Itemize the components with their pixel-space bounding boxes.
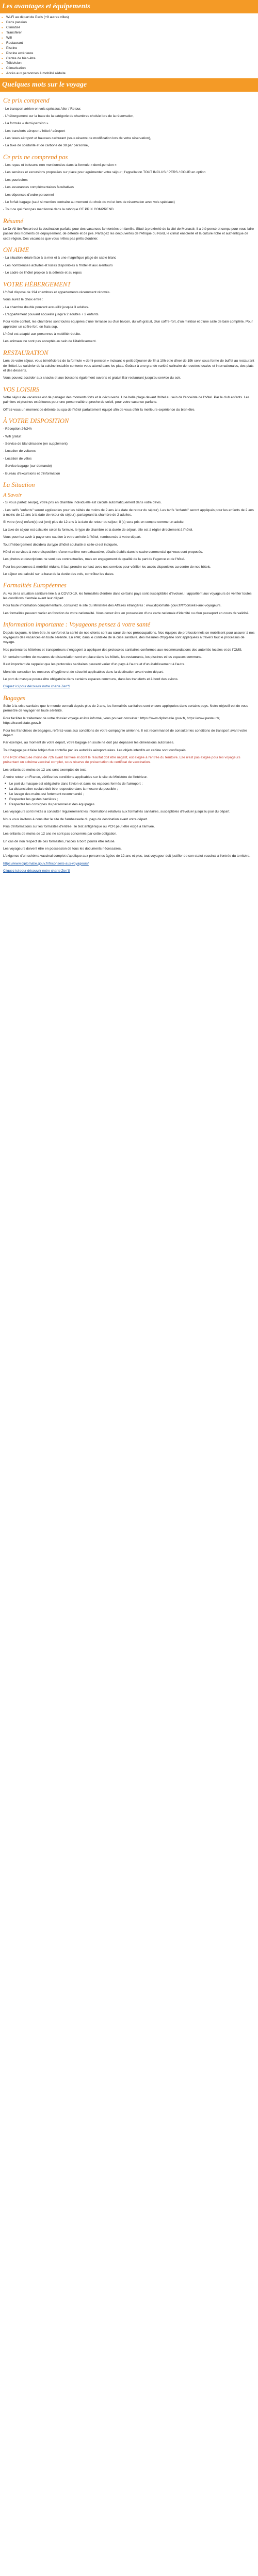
diplomatie-link[interactable]: https://www.diplomatie.gouv.fr/fr/conseils-aux-voyageurs/	[3, 861, 89, 866]
situation-section	[0, 481, 258, 577]
advantage-item: ▪ Climatisé	[1, 26, 258, 30]
on-aime-line: - La situation idéale face à la mer et à une magnifique plage de sable blanc	[3, 256, 117, 260]
bagages-line: Pour les franchises de bagages, référez-vous aux conditions de votre compagnie aérienne. Il est recommandé de consulter les conditions de transport avant votre départ.	[3, 728, 247, 737]
situation-line: - Les tarifs "enfants" seront applicables pour les bébés de moins de 2 ans à la date de retour du séjour). Les tarifs "enfants" seront appliqués pour les enfants de 2 ans à moins de 12 ans à la date de retour du séjour), partageant la chambre de 2 adultes.	[3, 508, 254, 517]
disposition-line: - Réception 24/24h	[3, 427, 32, 431]
advantage-item: ▪ Dans passion	[1, 21, 258, 25]
price-excludes-line: - Les repas et boissons non mentionnées dans la formule « demi-pension »	[3, 163, 117, 167]
advantages-banner: Les avantages et équipements	[0, 0, 258, 13]
advantage-item: ▪ Accès aux personnes à mobilité réduite	[1, 72, 258, 76]
price-includes-line: - Les taxes aéroport et hausses carburant (sous réserve de modification lors de votre réservation),	[3, 137, 151, 140]
advantage-item: ▪ Transférer	[1, 31, 258, 36]
summary-section	[0, 217, 258, 241]
hebergement-heading: VOTRE HÉBERGEMENT	[3, 280, 71, 288]
on-aime-heading: ON AIME	[3, 246, 29, 254]
charte-zens-link-bottom[interactable]: Cliquez ici pour découvrir notre charte Zen'S	[3, 869, 70, 873]
price-excludes-line: - Tout ce qui n'est pas mentionné dans la rubrique CE PRIX COMPREND	[3, 208, 114, 212]
disposition-line: - Bureau d'excursions et d'information	[3, 471, 60, 476]
price-includes-line: - Le transport aérien en vols spéciaux Aller / Retour,	[3, 107, 82, 111]
info-importante-heading: Information importante : Voyageons pensez à votre santé	[3, 621, 151, 629]
disposition-section	[0, 417, 258, 476]
info-importante-line: Depuis toujours, le bien-être, le confort et la santé de nos clients sont au cœur de nos préoccupations. Nos équipes de professionnels se mobilisent pour assurer à nos voyageurs des vacances en toute sérénité. En effet, dans le contexte de la crise sanitaire, des mesures d'hygiène sont appliquées à travers tout le processus de voyage.	[3, 631, 255, 645]
price-excludes-line: - Le forfait bagage (sauf si mention contraire au moment du choix du vol et lors de réservation avec vols spéciaux)	[3, 200, 175, 204]
situation-line: - Si vous partez seul(e), votre prix en chambre individuelle est calculé automatiquement dans votre devis.	[3, 501, 162, 505]
page	[0, 0, 258, 873]
bagages-rules-list	[4, 782, 255, 807]
bagages-extra-line: En cas de non respect de ces formalités, l'accès à bord pourra être refusé.	[3, 839, 116, 843]
bagages-heading: Bagages	[3, 694, 26, 702]
info-importante-line: Il est important de rappeler que les protocoles sanitaires peuvent varier d'un pays à l'autre et d'un établissement à l'autre.	[3, 663, 186, 667]
situation-line: Pour les personnes à mobilité réduite, il faut prendre contact avec nos services pour vérifier les accès disponibles au centre de nos hôtels.	[3, 565, 212, 569]
disposition-line: - Wifi gratuit	[3, 434, 22, 438]
price-includes-line: - L'hébergement sur la base de la catégorie de chambres choisie lors de la réservation,	[3, 114, 135, 118]
disposition-line: - Service de blanchisserie (en supplément)	[3, 442, 68, 446]
formalites-line: Les formalités peuvent varier en fonction de votre nationalité. Vous devez être en possession d'une carte nationale d'identité ou d'un passeport en cours de validité.	[3, 611, 249, 615]
disposition-heading: À VOTRE DISPOSITION	[3, 417, 69, 425]
advantage-item: ▪ Climatisation	[1, 66, 258, 71]
bagages-line: Les enfants de moins de 12 ans sont exemptés de test.	[3, 768, 87, 772]
situation-line: Tout l'hébergement décidera du type d'hôtel souhaité si celle-ci est indiquée.	[3, 543, 118, 547]
bagages-extra-line: L'exigence d'un schéma vaccinal complet s'applique aux personnes âgées de 12 ans et plus, tout voyageur doit justifier de son statut vaccinal à l'entrée du territoire.	[3, 854, 250, 858]
bagages-extra-line: Les enfants de moins de 12 ans ne sont pas concernés par cette obligation.	[3, 832, 118, 836]
info-importante-line: Nos partenaires hôteliers et transporteurs s'engagent à appliquer des protocoles sanitaires conformes aux recommandations des autorités locales et de l'OMS.	[3, 648, 243, 652]
price-excludes-section	[0, 154, 258, 212]
hebergement-line: L'hôtel dispose de 194 chambres et appartements récemment rénovés.	[3, 290, 110, 294]
hebergement-line: - L'appartement pouvant accueillir jusqu'à 2 adultes + 2 enfants.	[3, 312, 100, 316]
situation-line: Vous pourriez avoir à payer une caution à votre arrivée à l'hôtel, remboursée à votre départ.	[3, 535, 141, 539]
price-excludes-line: - Les dépenses d'ordre personnel	[3, 193, 54, 197]
bagages-extra-line: Nous vous invitons à consulter le site de l'ambassade du pays de destination avant votre départ.	[3, 817, 148, 821]
bagages-rule-item: • Le lavage des mains est fortement recommandé ;	[4, 792, 255, 797]
advantage-item: ▪ Restaurant	[1, 41, 258, 46]
bagages-extra-line: Les voyageurs sont invités à consulter régulièrement les informations relatives aux formalités sanitaires, susceptibles d'évoluer jusqu'au jour du départ.	[3, 810, 231, 814]
hebergement-line: - La chambre double pouvant accueillir jusqu'à 3 adultes.	[3, 305, 89, 309]
restauration-line: Lors de votre séjour, vous bénéficierez de la formule « demi-pension » incluant le petit déjeuner de 7h à 10h et le dîner de 19h servi sous forme de buffet au restaurant de l'hôtel. Le cuisinier de la cuisine installée contente vous attend dans les plats. Goûtez à une grande variété culinaire de recettes locales et internationales, des plats et des desserts.	[3, 359, 254, 372]
advantage-item: ▪ Wifi	[1, 36, 258, 41]
price-excludes-heading: Ce prix ne comprend pas	[3, 153, 68, 161]
charte-zens-link[interactable]: Cliquez ici pour découvrir notre charte Zen'S	[3, 685, 70, 689]
price-excludes-line: - Les pourboires	[3, 178, 28, 182]
loisirs-heading: VOS LOISIRS	[3, 385, 40, 393]
situation-line: Hôtel et services à votre disposition, d'une manière non exhaustive, détails établis dans le cadre commercial qui vous sont proposés.	[3, 550, 203, 554]
situation-line: Le séjour est calculé sur la base de la durée des vols, contrôlez les dates.	[3, 572, 115, 576]
advantage-item: ▪ Piscine	[1, 46, 258, 51]
on-aime-section	[0, 246, 258, 275]
bagages-extra-line: Plus d'informations sur les formalités d'entrée : le test antigénique ou PCR peut être exigé à l'arrivée.	[3, 824, 155, 828]
bagages-pcr-line: Une PCR effectuée moins de 72h avant l'arrivée et dont le résultat doit être négatif, est exigée à l'entrée du territoire. Elle n'est pas exigée pour les voyageurs présentant un schéma vaccinal complet, sous réserve de présentation du certificat de vaccination.	[3, 755, 240, 765]
summary-heading: Résumé	[3, 217, 23, 225]
bagages-rule-item: • Respectez les gestes barrières ;	[4, 798, 255, 802]
restauration-heading: RESTAURATION	[3, 349, 49, 357]
bagages-section	[0, 694, 258, 874]
bagages-line: Tout bagage peut faire l'objet d'un contrôle par les autorités aéroportuaires. Les objets interdits en cabine sont confisqués.	[3, 748, 187, 752]
situation-subheading: A Savoir	[3, 493, 22, 499]
bagages-line: À votre retour en France, vérifiez les conditions applicables sur le site du Ministère de l'Intérieur.	[3, 775, 148, 779]
loisirs-line: Offrez-vous un moment de détente au spa de l'hôtel parfaitement équipé afin de vous offrir la meilleure expérience du bien-être.	[3, 408, 196, 412]
trip-banner: Quelques mots sur le voyage	[0, 78, 258, 92]
formalites-section	[0, 582, 258, 616]
hebergement-line: Pour votre confort, les chambres sont toutes équipées d'une terrasse ou d'un balcon, du wifi gratuit, d'un coffre-fort, d'un minibar et d'une salle de bain complète. Pour apprécier un coffre-fort, en frais sup.	[3, 320, 253, 329]
price-includes-heading: Ce prix comprend	[3, 97, 50, 105]
bagages-line: Pour faciliter le traitement de votre dossier voyage et être informé, vous pouvez consulter : https://www.diplomatie.gouv.fr, https://www.pasteur.fr, https://travel.state.gouv.fr	[3, 716, 220, 725]
summary-text: Le Dr Ali Ibn Resort est la destination parfaite pour des vacances farnientées en famille. Situé à proximité de la cité de Monastir, il a été pensé et conçu pour vous faire passer des moments de dépaysement, de détente et de joie. Partagez les découvertes de l'Afrique du Nord, le climat ensoleillé et la culture riche et authentique de cette région. Des vacances que vous n'êtes pas prêts d'oublier.	[3, 227, 254, 241]
disposition-line: - Service bagage (sur demande)	[3, 464, 52, 468]
price-includes-line: - La formule « demi-pension »	[3, 122, 49, 126]
advantage-item: ▪ Centre de bien-être	[1, 57, 258, 61]
formalites-heading: Formalités Européennes	[3, 582, 67, 589]
price-excludes-line: - Les assurances complémentaires facultatives	[3, 185, 74, 190]
advantage-item: ▪ Wi-Fi au départ de Paris (+9 autres villes)	[1, 15, 258, 20]
disposition-line: - Location de vélos	[3, 456, 32, 461]
info-importante-line: Un certain nombre de mesures de distanciation sont en place dans les hôtels, les restaurants, les piscines et les espaces communs.	[3, 655, 202, 659]
situation-heading: La Situation	[3, 481, 35, 488]
formalites-line: Au vu de la situation sanitaire liée à la COVID-19, les formalités d'entrée dans certains pays sont susceptibles d'évoluer. Il appartient aux voyageurs de vérifier toutes les conditions d'entrée avant leur départ.	[3, 591, 252, 601]
bagages-rule-item: • Le port du masque est obligatoire dans l'avion et dans les espaces fermés de l'aéroport ;	[4, 782, 255, 787]
advantage-item: ▪ Télévision	[1, 61, 258, 66]
disposition-line: - Location de voitures	[3, 449, 36, 453]
situation-line: Si votre (vos) enfant(s) est (ont) plus de 12 ans à la date de retour du séjour, il (s) sera pris en compte comme un adulte.	[3, 520, 185, 524]
bagages-rule-item: • Respectez les consignes du personnel et des équipages.	[4, 803, 255, 807]
info-importante-line: Merci de consulter les mesures d'hygiène et de sécurité applicables dans la destination avant votre départ.	[3, 670, 164, 674]
advantage-item: ▪ Piscine extérieure	[1, 52, 258, 56]
formalites-line: Pour toute information complémentaire, consultez le site du Ministère des Affaires étrangères : www.diplomatie.gouv.fr/fr/conseils-aux-voyageurs.	[3, 604, 222, 608]
on-aime-line: - Le cadre de l'hôtel propice à la détente et au repos	[3, 271, 82, 275]
hebergement-line: L'hôtel est adapté aux personnes à mobilité réduite.	[3, 332, 81, 336]
restauration-line: Vous pouvez accéder aux snacks et aux boissons également ouverts et gratuit Bar restaurant jusqu'au service du soir.	[3, 376, 181, 380]
loisirs-section	[0, 386, 258, 412]
price-includes-section	[0, 97, 258, 148]
price-includes-line: - Les transferts aéroport / hôtel / aéroport	[3, 129, 66, 133]
info-importante-line: Le port du masque pourra être obligatoire dans certains espaces communs, dans les transferts et à bord des avions.	[3, 677, 179, 682]
hebergement-line: Vous aurez le choix entre :	[3, 298, 43, 302]
bagages-line: Suite à la crise sanitaire que le monde connaît depuis plus de 2 ans, les formalités sanitaires sont encore appliquées dans certains pays. Notre objectif est de vous permettre de voyager en toute sérénité.	[3, 704, 249, 713]
bagages-rule-item: • La distanciation sociale doit être respectée dans la mesure du possible ;	[4, 787, 255, 792]
bagages-extra-line: Les voyageurs doivent être en possession de tous les documents nécessaires.	[3, 846, 122, 851]
price-includes-line: - La taxe de solidarité et de carbone de 38 par personne,	[3, 144, 89, 148]
situation-line: La taxe de séjour est calculée selon la formule, le type de chambre et la durée de séjour, elle est à régler directement à l'hôtel.	[3, 528, 194, 532]
price-excludes-line: - Les services et excursions proposées sur place pour agrémenter votre séjour ; l'appellation TOUT INCLUS / PERS / COUR en option	[3, 171, 206, 175]
on-aime-line: - Les nombreuses activités et loisirs disponibles à l'hôtel et aux alentours	[3, 263, 113, 267]
hebergement-section	[0, 281, 258, 344]
loisirs-line: Votre séjour de vacances est de partager des moments forts et la découverte. Une belle plage devant l'hôtel au sein de l'enceinte de l'hôtel. Par le club enfants. Les palmiers et piscines extérieures pour une personnalité et proche de soleil, pour votre vacance parfaite.	[3, 395, 250, 404]
restauration-section	[0, 349, 258, 381]
bagages-line: Par exemple, au moment de votre départ, votre bagage en soute ne doit pas dépasser les dimensions autorisées.	[3, 741, 174, 745]
hebergement-line: Les animaux ne sont pas acceptés au sein de l'établissement.	[3, 340, 96, 344]
situation-line: Les photos et descriptions ne sont pas contractuelles, mais un engagement de qualité de la part de l'agence et de l'hôtel.	[3, 557, 185, 562]
info-importante-section	[0, 621, 258, 689]
advantages-list	[1, 15, 258, 76]
